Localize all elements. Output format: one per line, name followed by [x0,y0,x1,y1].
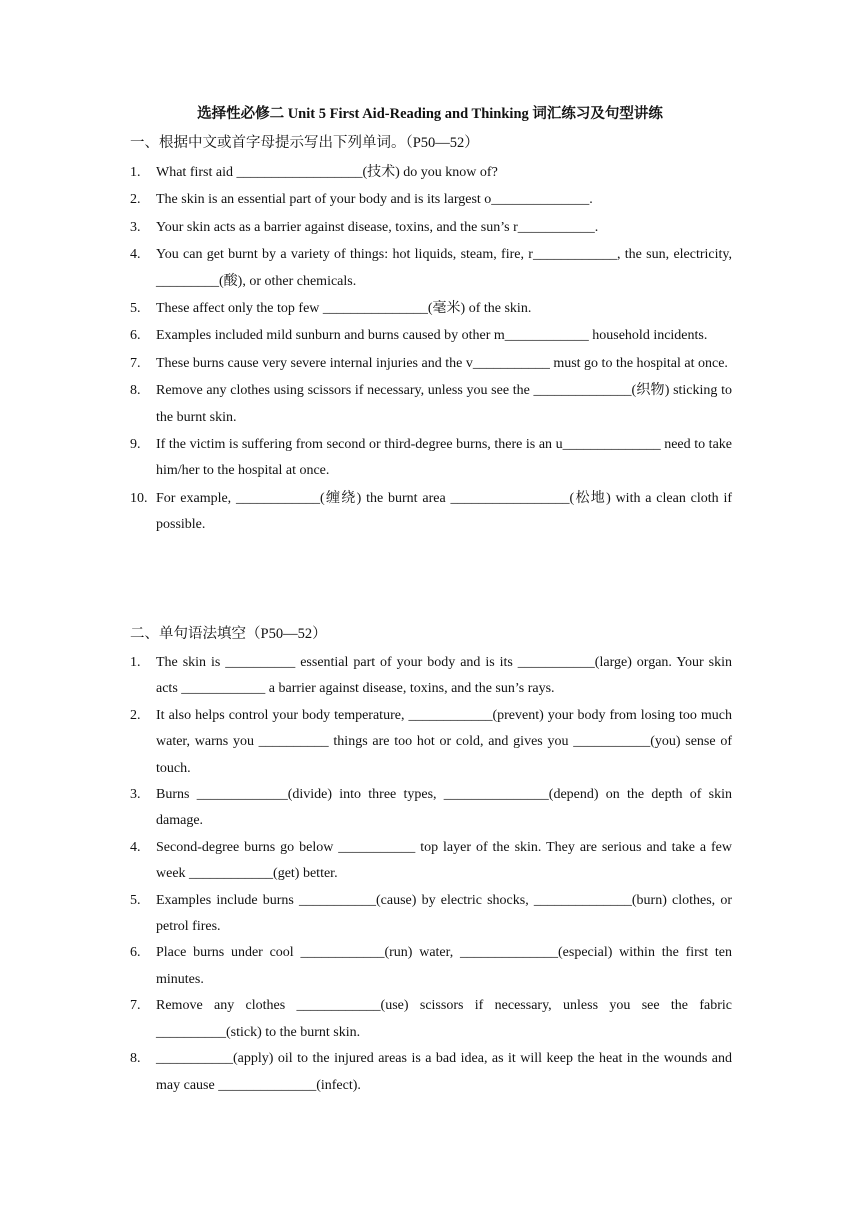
section-1-list [130,160,732,540]
item-text: These affect only the top few _______________(毫米) of the skin. [156,301,532,317]
item-number: 10. [130,490,148,506]
item-number: 5. [130,301,141,317]
list-item [130,993,732,1046]
item-text: Burns _____________(divide) into three types, _______________(depend) on the depth of skin damage. [156,787,732,829]
item-text: The skin is __________ essential part of your body and is its ___________(large) organ. Your skin acts ____________ a barrier against disease, toxins, and the sun’s rays. [156,655,732,697]
item-number: 7. [130,998,141,1014]
item-number: 2. [130,707,141,723]
item-text: Remove any clothes using scissors if necessary, unless you see the ______________(织物) sticking to the burnt skin. [156,383,732,425]
item-number: 6. [130,945,141,961]
item-number: 8. [130,383,141,399]
item-text: Place burns under cool ____________(run) water, ______________(especial) within the first ten minutes. [156,945,732,987]
item-number: 2. [130,192,141,208]
list-item [130,187,732,213]
item-number: 3. [130,219,141,235]
item-text: What first aid __________________(技术) do you know of? [156,165,498,180]
item-text: Remove any clothes ____________(use) scissors if necessary, unless you see the fabric __________(stick) to the burnt skin. [156,998,732,1040]
item-text: Examples include burns ___________(cause) by electric shocks, ______________(burn) clothes, or petrol fires. [156,892,732,935]
item-text: ___________(apply) oil to the injured areas is a bad idea, as it will keep the heat in the wounds and may cause ______________(infect). [156,1051,732,1093]
item-text: It also helps control your body temperature, ____________(prevent) your body from losing too much water, warns you __________ things are too hot or cold, and gives you ___________(you) sense of touch. [156,707,732,776]
list-item [130,378,732,431]
item-number: 9. [130,437,141,453]
list-item [130,242,732,295]
list-item [130,835,732,888]
list-item [130,323,732,349]
document-title: 选择性必修二 Unit 5 First Aid-Reading and Thinking 词汇练习及句型讲练 [197,106,663,122]
list-item [130,432,732,485]
section-2-list [130,650,732,1099]
list-item [130,1046,732,1099]
item-text: The skin is an essential part of your body and is its largest o______________. [156,192,593,208]
list-item [130,215,732,241]
item-text: Examples included mild sunburn and burns caused by other m____________ household incidents. [156,328,708,344]
item-text: For example, ____________(缠绕) the burnt area _________________(松地) with a clean cloth if possible. [156,490,732,533]
list-item [130,160,732,186]
item-number: 1. [130,655,141,670]
item-text: You can get burnt by a variety of things: hot liquids, steam, fire, r____________, the sun, electricity, _________(酸), or other chemicals. [156,247,732,289]
section-1-heading: 一、根据中文或首字母提示写出下列单词。（P50—52） [130,135,479,151]
item-number: 5. [130,892,141,908]
item-number: 8. [130,1051,141,1067]
item-number: 4. [130,839,141,855]
item-text: These burns cause very severe internal injuries and the v___________ must go to the hospital at once. [156,355,728,371]
section-2-heading: 二、单句语法填空（P50—52） [130,626,327,642]
item-text: If the victim is suffering from second or third-degree burns, there is an u______________ need to take him/her to the hospital at once. [156,437,732,479]
list-item [130,888,732,941]
item-text: Second-degree burns go below ___________ top layer of the skin. They are serious and take a few week ____________(get) better. [156,839,732,882]
item-number: 1. [130,165,141,180]
item-number: 7. [130,355,141,371]
list-item [130,486,732,539]
list-item [130,940,732,993]
item-number: 6. [130,328,141,344]
item-text: Your skin acts as a barrier against disease, toxins, and the sun’s r___________. [156,219,599,235]
list-item [130,296,732,322]
item-number: 4. [130,247,141,263]
list-item [130,650,732,703]
list-item [130,351,732,377]
item-number: 3. [130,787,141,803]
list-item [130,703,732,782]
list-item [130,782,732,835]
